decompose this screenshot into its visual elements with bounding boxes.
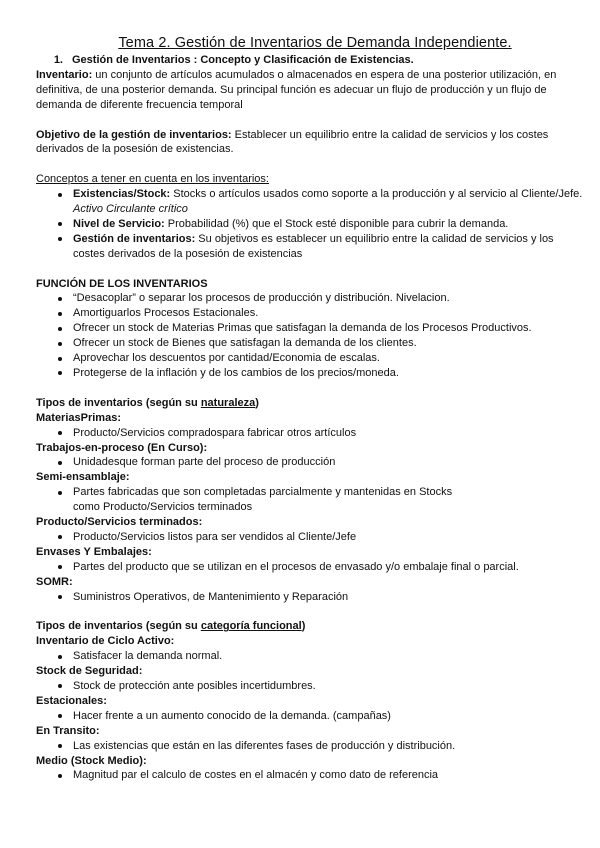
group-list	[36, 485, 586, 515]
list-item: Producto/Servicios listos para ser vendidos al Cliente/Jefe	[73, 530, 586, 545]
item-text: Su objetivos es establecer un equilibrio entre la calidad de servicios y los costes derivados de la posesión de existencias	[73, 232, 554, 260]
item-italic: Activo Circulante crítico	[73, 203, 188, 216]
conceptos-list	[36, 187, 586, 262]
funcion-heading: FUNCIÓN DE LOS INVENTARIOS	[36, 277, 208, 290]
group-list	[36, 768, 586, 783]
item-label: Existencias/Stock:	[73, 188, 171, 201]
term-text: Establecer un equilibrio entre la calidad de servicios y los costes derivados de la posesión de existencias.	[36, 128, 549, 156]
section-heading-text: Gestión de Inventarios : Concepto y Clasificación de Existencias.	[72, 54, 414, 66]
list-item: Suministros Operativos, de Mantenimiento y Reparación	[73, 590, 586, 605]
list-item	[73, 187, 586, 217]
term-text: un conjunto de artículos acumulados o almacenados en espera de una posterior utilización, en definitiva, de una posterior demanda. Su principal función es adecuar un flujo de producción y un flujo de demanda de diferente frecuencia temporal	[36, 68, 557, 111]
group-list	[36, 590, 586, 605]
list-item: Unidadesque forman parte del proceso de producción	[73, 455, 586, 470]
inventario-definition	[36, 68, 586, 113]
list-item: “Desacoplar” o separar los procesos de producción y distribución. Nivelacion.	[73, 291, 586, 306]
heading-post: )	[301, 620, 306, 633]
group-label: MateriasPrimas:	[36, 411, 121, 424]
funcional-heading	[36, 619, 586, 634]
naturaleza-heading	[36, 396, 586, 411]
list-item: Protegerse de la inflación y de los cambios de los precios/moneda.	[73, 366, 586, 381]
item-text: Stocks o artículos usados como soporte a la producción y al servicio al Cliente/Jefe.	[170, 188, 583, 201]
list-item: Satisfacer la demanda normal.	[73, 649, 586, 664]
term-label: Inventario:	[36, 68, 93, 81]
heading-underlined: naturaleza	[200, 396, 256, 409]
section-heading	[36, 53, 586, 68]
list-item: Partes fabricadas que son completadas parcialmente y mantenidas en Stocks como Producto/Servicios terminados	[73, 485, 476, 515]
list-item: Magnitud par el calculo de costes en el almacén y como dato de referencia	[73, 768, 586, 783]
list-item: Hacer frente a un aumento conocido de la demanda. (campañas)	[73, 709, 586, 724]
item-text: Probabilidad (%) que el Stock esté disponible para cubrir la demanda.	[164, 217, 509, 230]
group-list	[36, 426, 586, 441]
section-number: 1.	[53, 54, 63, 66]
list-item: Producto/Servicios compradospara fabricar otros artículos	[73, 426, 586, 441]
heading-pre: Tipos de inventarios (según su	[36, 396, 201, 409]
heading-pre: Tipos de inventarios (según su	[36, 620, 201, 633]
group-list	[36, 649, 586, 664]
conceptos-heading: Conceptos a tener en cuenta en los inventarios:	[36, 173, 269, 186]
heading-post: )	[255, 396, 259, 409]
group-list	[36, 679, 586, 694]
item-label: Gestión de inventarios:	[73, 232, 196, 245]
group-list	[36, 455, 586, 470]
group-label: Producto/Servicios terminados:	[36, 516, 203, 529]
group-label: Estacionales:	[36, 694, 107, 707]
group-label: Semi-ensamblaje:	[36, 471, 130, 484]
group-label: En Transito:	[36, 724, 100, 737]
list-item: Stock de protección ante posibles incertidumbres.	[73, 679, 586, 694]
group-label: Medio (Stock Medio):	[36, 754, 147, 767]
group-list	[36, 530, 586, 545]
list-item: Partes del producto que se utilizan en el procesos de envasado y/o embalaje final o parcial.	[73, 560, 586, 575]
list-item: Aprovechar los descuentos por cantidad/Economia de escalas.	[73, 351, 586, 366]
list-item	[73, 217, 586, 232]
group-list	[36, 709, 586, 724]
group-label: Inventario de Ciclo Activo:	[36, 635, 175, 648]
group-label: Stock de Seguridad:	[36, 665, 143, 678]
group-list	[36, 560, 586, 575]
group-label: SOMR:	[36, 575, 73, 588]
group-label: Envases Y Embalajes:	[36, 545, 152, 558]
group-list	[36, 739, 586, 754]
list-item: Las existencias que están en las diferentes fases de producción y distribución.	[73, 739, 586, 754]
term-label: Objetivo de la gestión de inventarios:	[36, 128, 232, 141]
item-label: Nivel de Servicio:	[73, 217, 165, 230]
document-title: Tema 2. Gestión de Inventarios de Demanda Independiente.	[118, 35, 512, 51]
list-item: Amortiguarlos Procesos Estacionales.	[73, 306, 586, 321]
heading-underlined: categoría funcional	[200, 620, 302, 633]
list-item	[73, 232, 586, 262]
objetivo-definition	[36, 128, 586, 158]
funcion-list	[36, 291, 586, 380]
group-label: Trabajos-en-proceso (En Curso):	[36, 441, 208, 454]
list-item: Ofrecer un stock de Bienes que satisfagan la demanda de los clientes.	[73, 336, 586, 351]
list-item: Ofrecer un stock de Materias Primas que satisfagan la demanda de los Procesos Productivos.	[73, 321, 586, 336]
